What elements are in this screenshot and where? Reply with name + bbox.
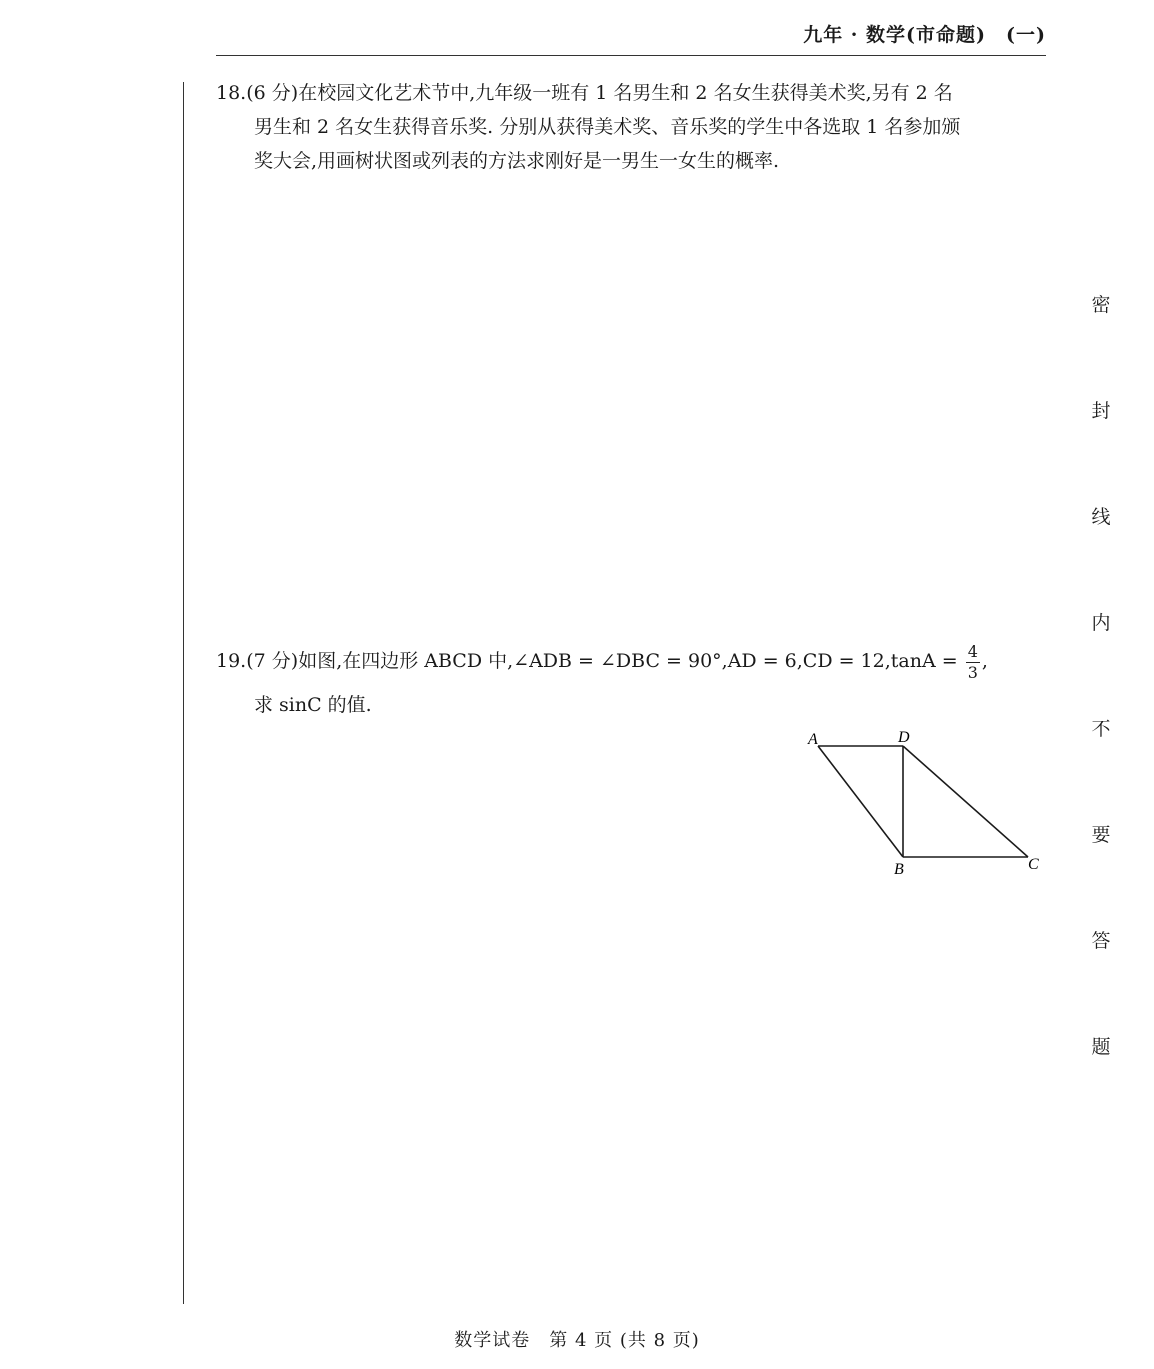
quadrilateral-figure xyxy=(800,722,1050,882)
question-18-line-1 xyxy=(216,76,1048,110)
question-18-line-2: 男生和 2 名女生获得音乐奖. 分别从获得美术奖、音乐奖的学生中各选取 1 名参加颁 xyxy=(254,116,961,138)
question-19 xyxy=(216,638,1048,722)
fraction-numerator: 4 xyxy=(967,641,978,661)
side-notice-char: 不 xyxy=(1091,718,1111,740)
vertex-label-a: A xyxy=(808,731,818,748)
question-text: 在校园文化艺术节中,九年级一班有 1 名男生和 2 名女生获得美术奖,另有 2 名 xyxy=(298,82,953,104)
question-text-end: , xyxy=(981,650,988,672)
side-notice-char: 要 xyxy=(1091,824,1111,846)
segment-dc xyxy=(903,746,1028,857)
vertex-label-c: C xyxy=(1028,856,1039,873)
side-notice-char: 答 xyxy=(1091,930,1111,952)
question-number: 19. xyxy=(216,650,247,672)
sealed-line-notice xyxy=(1089,290,1113,1138)
side-notice-char: 线 xyxy=(1091,506,1111,528)
vertex-label-b: B xyxy=(894,861,904,878)
vertex-label-d: D xyxy=(898,729,910,746)
fraction-denominator: 3 xyxy=(967,662,978,682)
question-18-line-3: 奖大会,用画树状图或列表的方法求刚好是一男生一女生的概率. xyxy=(254,150,780,172)
header-rule xyxy=(216,55,1046,56)
question-text: 如图,在四边形 ABCD 中,∠ADB = ∠DBC = 90°,AD = 6,CD = 12,tanA = xyxy=(298,650,958,672)
question-19-line-2: 求 sinC 的值. xyxy=(254,694,372,716)
question-18 xyxy=(216,76,1048,178)
tan-fraction xyxy=(966,642,980,683)
question-number: 18. xyxy=(216,82,247,104)
side-notice-char: 密 xyxy=(1091,294,1111,316)
question-points: (7 分) xyxy=(246,650,299,672)
header-title: 九年 · 数学(市命题) (一) xyxy=(803,24,1046,46)
side-notice-char: 封 xyxy=(1091,400,1111,422)
question-19-line-1 xyxy=(216,638,1048,684)
binding-margin-line xyxy=(183,82,184,1304)
question-points: (6 分) xyxy=(246,82,299,104)
side-notice-char: 内 xyxy=(1091,612,1111,634)
segment-ab xyxy=(818,746,903,857)
page-footer: 数学试卷 第 4 页 (共 8 页) xyxy=(454,1330,700,1351)
quadrilateral-diagram xyxy=(800,722,1050,882)
side-notice-char: 题 xyxy=(1091,1036,1111,1058)
